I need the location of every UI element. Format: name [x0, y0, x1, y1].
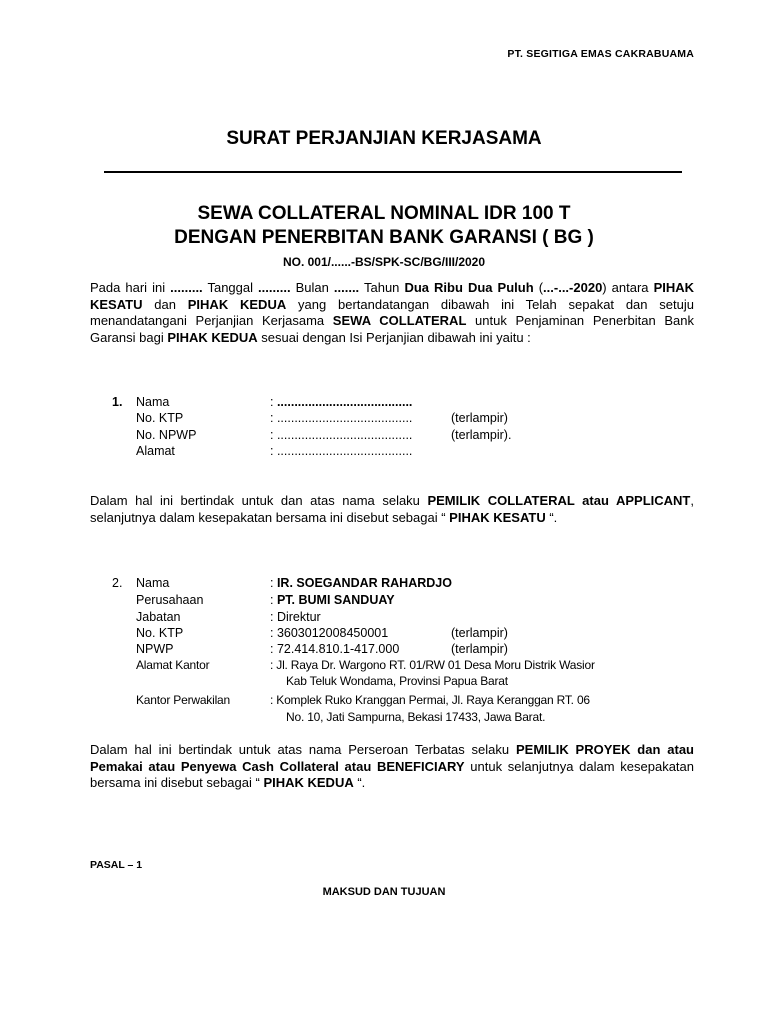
party1-value: : ....................................... — [270, 444, 413, 458]
party1-label: No. KTP — [136, 411, 184, 425]
document-title: SURAT PERJANJIAN KERJASAMA — [226, 128, 542, 149]
party2-note: (terlampir) — [451, 626, 508, 640]
document-subtitle-line2: DENGAN PENERBITAN BANK GARANSI ( BG ) — [174, 227, 594, 248]
party2-office-address: : Jl. Raya Dr. Wargono RT. 01/RW 01 Desa Moru Distrik Wasior — [270, 658, 595, 672]
company-name: PT. SEGITIGA EMAS CAKRABUAMA — [507, 48, 694, 60]
party2-value: : 72.414.810.1-417.000 — [270, 642, 400, 656]
party1-note: (terlampir). — [451, 428, 512, 442]
party2-value: : PT. BUMI SANDUAY — [270, 593, 395, 607]
party2-description: Dalam hal ini bertindak untuk atas nama Perseroan Terbatas selaku PEMILIK PROYEK dan atau Pemakai atau Penyewa Cash Collateral atau BENEFICIARY untuk selanjutnya dalam kesepakatan bersama ini disebut sebagai “ PIHAK KEDUA “. — [90, 742, 695, 790]
party2-note: (terlampir) — [451, 642, 508, 656]
party2-label: Alamat Kantor — [136, 658, 210, 672]
party1-label: Alamat — [136, 444, 175, 458]
party2-label: Perusahaan — [136, 593, 204, 607]
article-label: PASAL – 1 — [90, 859, 143, 871]
party2-value: : IR. SOEGANDAR RAHARDJO — [270, 576, 452, 590]
party1-number: 1. — [112, 395, 123, 409]
party2-value: : 3603012008450001 — [270, 626, 389, 640]
party1-value: : ....................................... — [270, 428, 413, 442]
party1-description: Dalam hal ini bertindak untuk dan atas nama selaku PEMILIK COLLATERAL atau APPLICANT, selanjutnya dalam kesepakatan bersama ini disebut sebagai “ PIHAK KESATU “. — [90, 493, 694, 525]
party2-value: : Direktur — [270, 610, 321, 624]
party2-rep-address-cont: No. 10, Jati Sampurna, Bekasi 17433, Jawa Barat. — [286, 710, 546, 724]
party2-label: No. KTP — [136, 626, 184, 640]
party2-rep-address: : Komplek Ruko Kranggan Permai, Jl. Raya Keranggan RT. 06 — [270, 693, 590, 707]
party2-office-address-cont: Kab Teluk Wondama, Provinsi Papua Barat — [286, 674, 508, 688]
article-heading: MAKSUD DAN TUJUAN — [322, 886, 446, 898]
party2-label: Nama — [136, 576, 170, 590]
party2-label: NPWP — [136, 642, 174, 656]
party1-value: : ....................................... — [270, 395, 413, 409]
party1-value: : ....................................... — [270, 411, 413, 425]
document-subtitle-line1: SEWA COLLATERAL NOMINAL IDR 100 T — [197, 203, 571, 224]
intro-paragraph: Pada hari ini ......... Tanggal ......... Bulan ....... Tahun Dua Ribu Dua Puluh (...-...-2020) antara PIHAK KESATU dan PIHAK KEDUA yang bertandatangan dibawah ini Telah sepakat dan setuju menandatangani Perjanjian Kerjasama SEWA COLLATERAL untuk Penjaminan Penerbitan Bank Garansi bagi PIHAK KEDUA sesuai dengan Isi Perjanjian dibawah ini yaitu : — [90, 280, 695, 345]
party1-note: (terlampir) — [451, 411, 508, 425]
party2-label: Jabatan — [136, 610, 181, 624]
party1-label: Nama — [136, 395, 170, 409]
document-number: NO. 001/......-BS/SPK-SC/BG/III/2020 — [282, 255, 486, 269]
title-underline — [104, 171, 682, 173]
party2-number: 2. — [112, 576, 123, 590]
party2-label: Kantor Perwakilan — [136, 693, 230, 707]
party1-label: No. NPWP — [136, 428, 197, 442]
